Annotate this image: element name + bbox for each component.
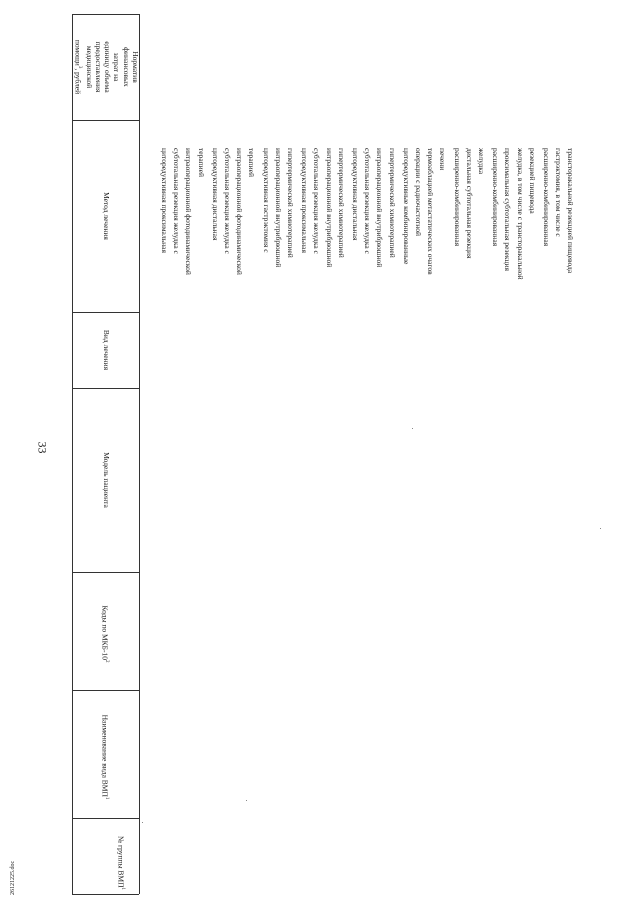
treatment-method-line: расширенно-комбинированная (491, 148, 501, 247)
treatment-method-line: дистальная субтотальная резекция (464, 148, 474, 259)
header-vmp-name-sup: 1 (104, 796, 109, 800)
footer-filename: 26121225.doc (10, 860, 16, 895)
treatment-method-line: желудка (477, 148, 486, 175)
treatment-method-line: циторедуктивные комбинированные (401, 148, 411, 265)
treatment-method-line: интраоперационной фотодинамической (184, 148, 194, 275)
scan-speck (600, 528, 601, 529)
table-header-divider (139, 14, 140, 894)
treatment-method-line: операции с радиочастотной (414, 148, 423, 237)
header-norm-line: предоставления (93, 41, 103, 93)
header-norm-line: медицинской (84, 45, 94, 89)
header-treatment-method (93, 159, 111, 273)
column-divider-norm (72, 120, 139, 121)
header-norm-line (73, 16, 84, 118)
column-divider-name (72, 818, 139, 819)
treatment-method-line: расширенно-комбинированная (452, 148, 462, 247)
treatment-method-line: интраоперационной внутрибрюшной (273, 148, 283, 268)
treatment-method-line: трансторакальной резекцией пищевода (566, 148, 576, 274)
treatment-method-line: интраоперационной фотодинамической (235, 148, 245, 275)
header-treatment-type (93, 293, 111, 407)
scan-speck (412, 428, 413, 429)
treatment-method-line: печени (438, 148, 448, 171)
treatment-method-line: циторедуктивная дистальная (351, 148, 360, 241)
table-border-right (138, 14, 139, 894)
header-norm-line7: помощи (73, 39, 83, 66)
header-norm-line: Норматив (131, 51, 140, 83)
treatment-method-line: терапией (247, 148, 257, 177)
header-treatment-method-text: Метод лечения (102, 192, 111, 240)
header-treatment-type-text: Вид лечения (102, 329, 111, 371)
treatment-method-line: субтотальная резекция желудка с (363, 148, 373, 254)
header-icd-codes-text: Коды по МКБ-10 (100, 605, 110, 660)
treatment-method-line: проксимальная субтотальная резекция (503, 148, 513, 271)
treatment-method-line: интраоперационной внутрибрюшной (375, 148, 385, 268)
treatment-method-line: желудка, в том числе с трансторакальной (515, 148, 525, 280)
treatment-method-line: циторедуктивная дистальная (210, 148, 220, 241)
treatment-method-line: циторедуктивная гастрэктомия с (261, 148, 271, 253)
header-group-no-sup: 1 (120, 887, 125, 891)
treatment-method-line: гипертермической химиотерапией (286, 148, 295, 258)
treatment-method-line: термоаблацией метастатических очагов (426, 148, 436, 275)
treatment-method-line: гипертермической химиотерапией (387, 148, 397, 258)
header-vmp-name-text: Наименование вида ВМП (100, 714, 110, 797)
treatment-method-line: терапией (196, 148, 206, 177)
header-group-no-text: № группы ВМП (116, 835, 126, 888)
header-patient-model (93, 423, 111, 537)
treatment-method-line: резекцией пищевода (527, 148, 537, 214)
table-border-left (72, 14, 73, 894)
treatment-method-line: субтотальная резекция желудка с (312, 148, 322, 254)
treatment-method-line: интраоперационной внутрибрюшной (324, 148, 334, 268)
treatment-method-line: гастрэктомия, в том числе с (554, 148, 564, 237)
treatment-method-line: циторедуктивная проксимальная (300, 148, 310, 253)
treatment-method-line: циторедуктивная проксимальная (160, 148, 169, 253)
scan-speck (246, 800, 247, 801)
header-icd-codes (93, 577, 111, 691)
header-patient-model-text: Модель пациента (102, 452, 111, 508)
page-number: 33 (35, 441, 50, 454)
treatment-method-line: гипертермической химиотерапией (336, 148, 346, 258)
header-icd-codes-sup: 2 (104, 660, 109, 663)
header-group-no (77, 823, 127, 903)
header-norm (73, 16, 140, 118)
column-divider-model (72, 572, 139, 573)
header-norm-line: единицу объема (103, 41, 113, 93)
scan-speck (142, 822, 143, 823)
header-norm-line7-tail: , рублей (73, 68, 83, 95)
treatment-method-line: субтотальная резекция желудка с (223, 148, 232, 254)
header-vmp-name (93, 700, 111, 814)
header-norm-sup: 3 (77, 65, 83, 69)
header-norm-line: затрат на (112, 52, 122, 82)
treatment-method-line: расширенно-комбинированная (542, 148, 551, 247)
table-border-top (72, 14, 139, 15)
treatment-method-line: субтотальная резекция желудка с (172, 148, 182, 254)
header-norm-line: финансовых (121, 47, 131, 87)
